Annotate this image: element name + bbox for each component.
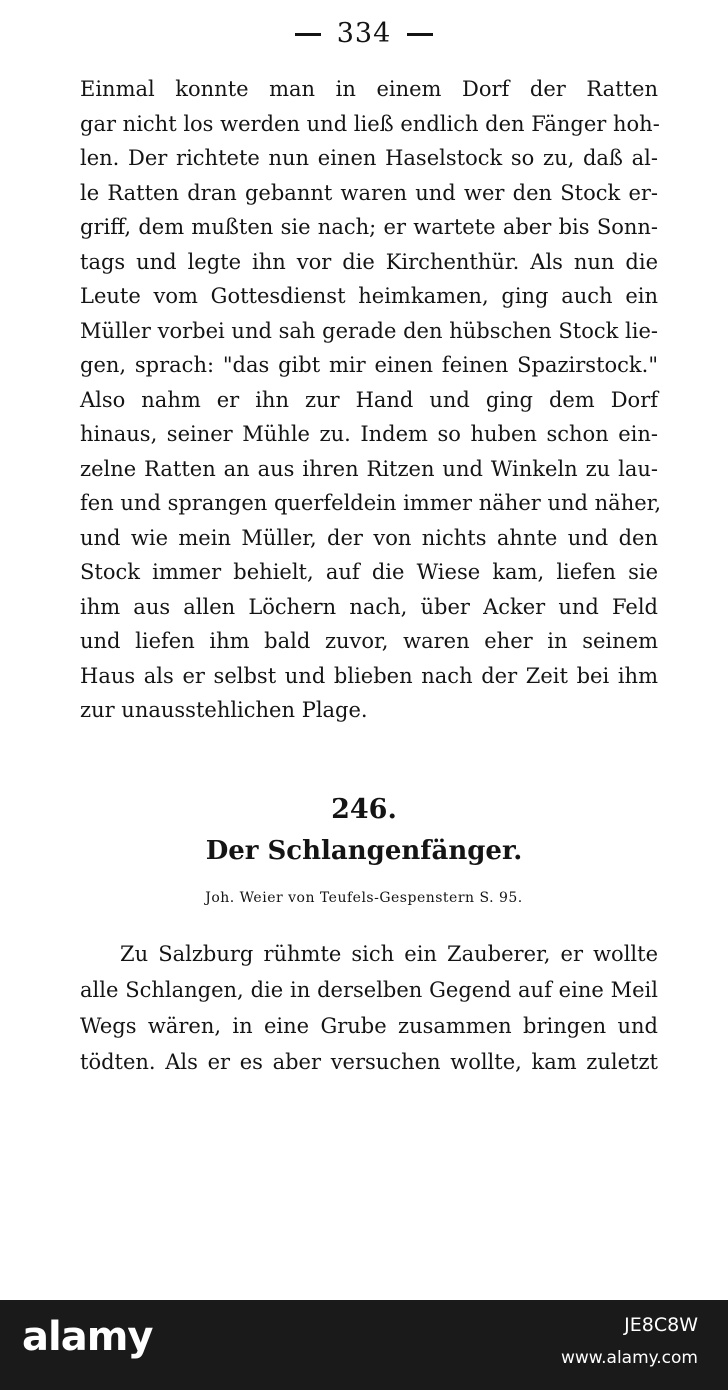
stock-image-id: JE8C8W [624,1314,698,1336]
tale-number: 246. [331,794,397,825]
page-header [0,18,728,49]
text-line: gen, sprach: "das gibt mir einen feinen Spazirstock." [80,353,658,377]
text-line: gar nicht los werden und ließ endlich den Fänger hoh- [80,111,660,136]
text-line: fen und sprangen querfeldein immer näher und näher, [80,491,662,515]
text-line: Einmal konnte man in einem Dorf der Ratten [80,77,658,101]
text-line: zelne Ratten an aus ihren Ritzen und Winkeln zu lau- [80,456,658,481]
text-line: ihm aus allen Löchern nach, über Acker und Feld [80,594,658,619]
text-line: und liefen ihm bald zuvor, waren eher in seinem [80,629,658,653]
tale-title: Der Schlangenfänger. [205,836,523,866]
text-line: Stock immer behielt, auf die Wiese kam, liefen sie [80,560,658,584]
text-line: len. Der richtete nun einen Haselstock so zu, daß al- [80,146,658,170]
text-line: Wegs wären, in eine Grube zusammen bringen und [80,1014,658,1038]
page-number: 334 [336,18,392,49]
text-line: und wie mein Müller, der von nichts ahnte und den [80,525,658,550]
header-dash-right [407,33,433,36]
text-line: griff, dem mußten sie nach; er wartete aber bis Sonn- [80,215,658,239]
text-line: tödten. Als er es aber versuchen wollte, kam zuletzt [80,1050,658,1074]
text-line: hinaus, seiner Mühle zu. Indem so huben schon ein- [80,422,658,446]
alamy-logo: alamy [22,1314,153,1360]
text-line: Zu Salzburg rühmte sich ein Zauberer, er wollte [120,942,658,966]
stock-watermark-bar [0,1300,728,1390]
text-line: Haus als er selbst und blieben nach der Zeit bei ihm [80,663,658,688]
header-dash-left [295,33,321,36]
tale-source-citation: Joh. Weier von Teufels-Gespenstern S. 95. [205,890,523,906]
text-line: Müller vorbei und sah gerade den hübschen Stock lie- [80,318,658,343]
paragraph-rat-catcher-ending [80,72,662,728]
paragraph-snake-catcher [80,936,658,1080]
text-line: alle Schlangen, die in derselben Gegend auf eine Meil [80,978,658,1002]
text-line: zur unausstehlichen Plage. [80,698,368,722]
text-line: le Ratten dran gebannt waren und wer den Stock er- [80,180,658,205]
stock-url: www.alamy.com [560,1348,698,1368]
text-line: Leute vom Gottesdienst heimkamen, ging auch ein [80,284,658,308]
text-line: tags und legte ihn vor die Kirchenthür. Als nun die [80,249,658,274]
text-line: Also nahm er ihn zur Hand und ging dem Dorf [80,387,658,412]
